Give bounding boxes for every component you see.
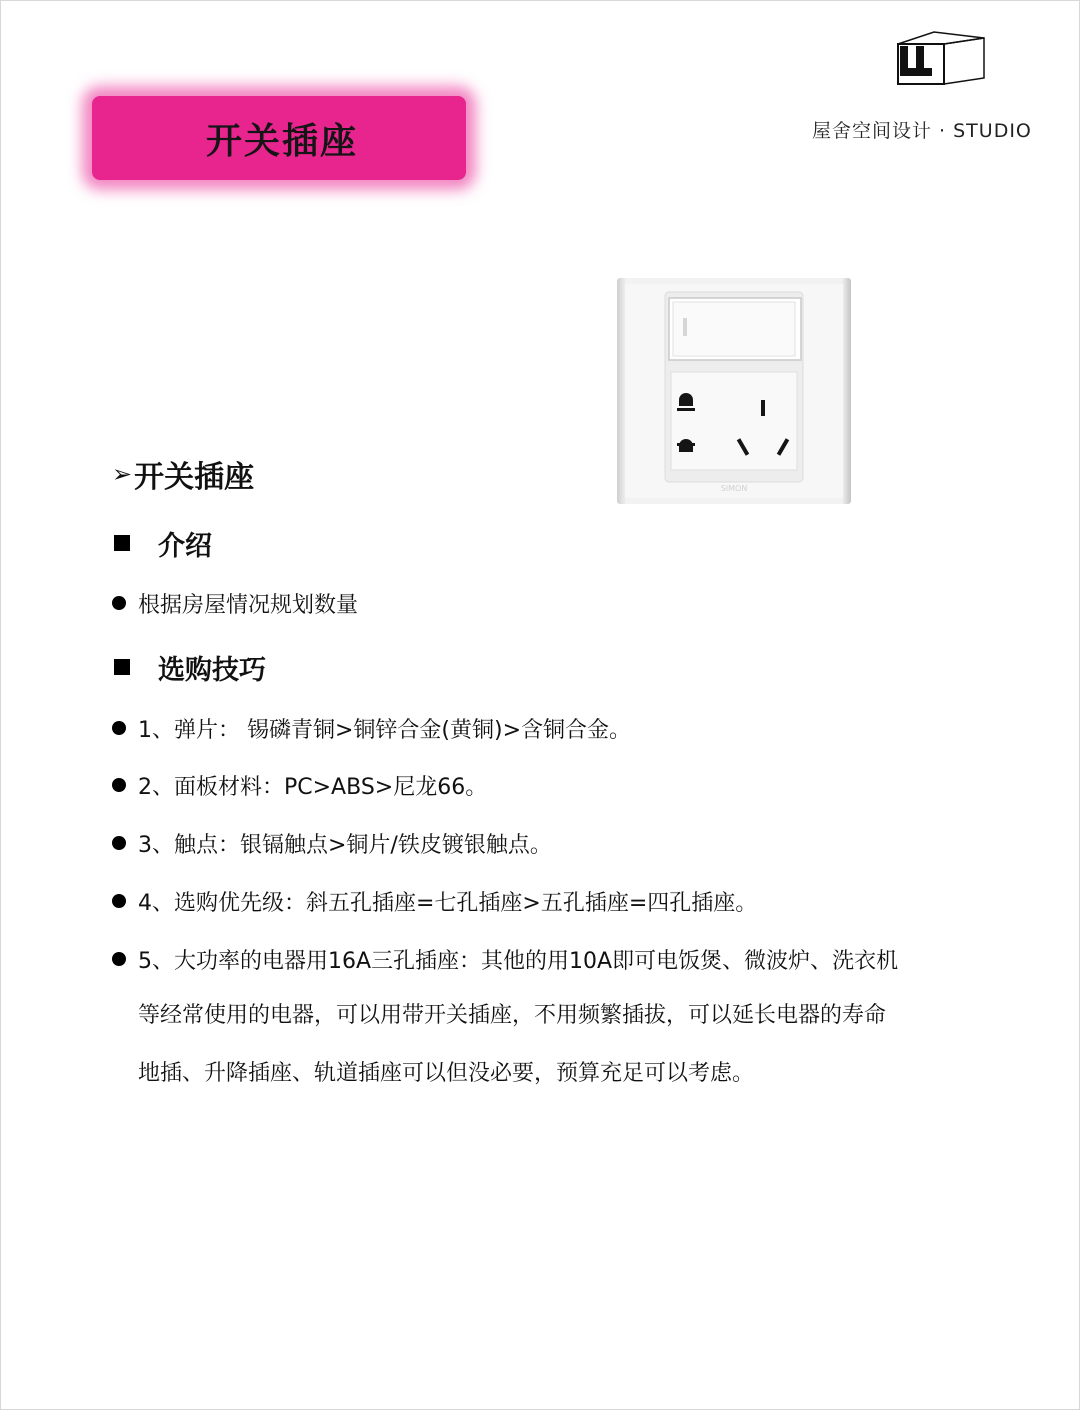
dot-bullet-icon	[112, 952, 126, 966]
socket-panel-image	[617, 278, 851, 504]
list-item	[112, 768, 487, 802]
section-intro-title: 介绍	[158, 530, 212, 562]
tip-text: 3、触点：银镉触点>铜片/铁皮镀银触点。	[138, 832, 552, 858]
square-bullet-icon	[114, 535, 130, 551]
list-item	[112, 826, 552, 860]
studio-name: 屋舍空间设计 · STUDIO	[812, 120, 1032, 142]
dot-bullet-icon	[112, 894, 126, 908]
tip-text: 5、大功率的电器用16A三孔插座：其他的用10A即可电饭煲、微波炉、洗衣机	[138, 948, 899, 974]
cube-outline-logo-icon	[896, 28, 988, 90]
intro-text: 根据房屋情况规划数量	[138, 592, 359, 618]
content-heading	[112, 452, 254, 496]
section-intro	[112, 523, 212, 563]
arrow-right-icon: ➢	[112, 460, 133, 488]
square-bullet-icon	[114, 659, 130, 675]
list-item	[112, 884, 757, 918]
socket-brand: SIMON	[720, 484, 748, 493]
dot-bullet-icon	[112, 596, 126, 610]
dot-bullet-icon	[112, 721, 126, 735]
list-item	[112, 942, 898, 976]
section-tips	[112, 647, 266, 687]
section-tips-title: 选购技巧	[158, 654, 266, 686]
tip-continuation: 等经常使用的电器，可以用带开关插座，不用频繁插拔，可以延长电器的寿命	[138, 1003, 887, 1028]
banner-title: 开关插座	[205, 120, 358, 162]
heading-text: 开关插座	[134, 460, 255, 495]
tip-continuation: 地插、升降插座、轨道插座可以但没必要，预算充足可以考虑。	[138, 1061, 755, 1086]
dot-bullet-icon	[112, 778, 126, 792]
dot-bullet-icon	[112, 836, 126, 850]
tip-text: 1、弹片： 锡磷青铜>铜锌合金(黄铜)>含铜合金。	[138, 717, 632, 743]
tip-text: 2、面板材料：PC>ABS>尼龙66。	[138, 774, 488, 800]
list-item	[112, 711, 631, 745]
list-item	[112, 586, 358, 620]
tip-text: 4、选购优先级：斜五孔插座=七孔插座>五孔插座=四孔插座。	[138, 890, 758, 916]
